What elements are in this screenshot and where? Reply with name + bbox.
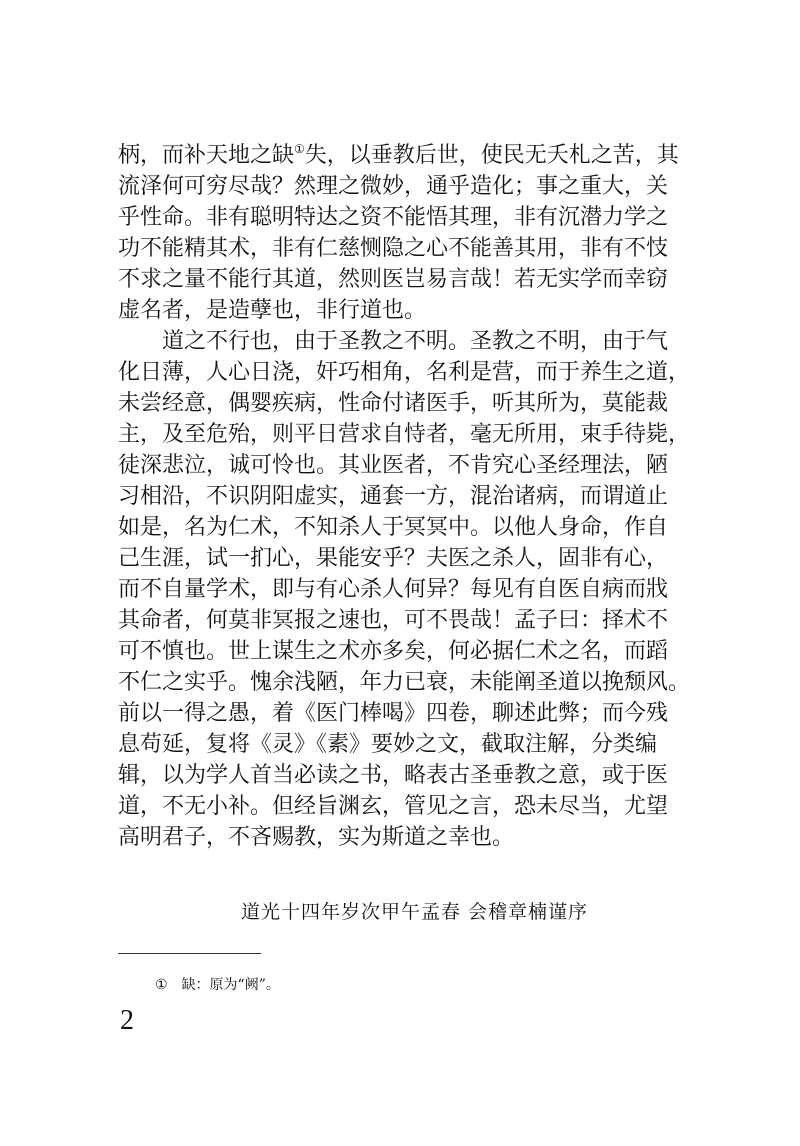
text-line: 未尝经意，偶婴疾病，性命付诸医手，听其所为，莫能裁 <box>118 391 669 416</box>
preface-body <box>118 140 698 853</box>
text-line: 高明君子，不吝赐教，实为斯道之幸也。 <box>118 825 515 850</box>
text-line: 前以一得之愚，着《医门棒喝》四卷，聊述此弊；而今残 <box>118 701 669 726</box>
footnote-divider <box>118 953 261 954</box>
footnote-text: 缺：原为“阙”。 <box>181 977 280 993</box>
text-line: 化日薄，人心日浇，奸巧相角，名利是营，而于养生之道， <box>118 360 691 385</box>
text-line: 不求之量不能行其道，然则医岂易言哉！若无实学而幸窃 <box>118 267 669 292</box>
text-line: 道，不无小补。但经旨渊玄，管见之言，恐未尽当，尤望 <box>118 794 669 819</box>
footnote-marker: ① <box>155 977 168 993</box>
footnote-reference: ① <box>294 142 305 156</box>
text-line: 功不能精其术，非有仁慈恻隐之心不能善其用，非有不忮 <box>118 236 669 261</box>
footnote <box>155 974 280 994</box>
paragraph-start-line: 道之不行也，由于圣教之不明。圣教之不明，由于气 <box>162 329 669 354</box>
text-line: 己生涯，试一扪心，果能安乎？夫医之杀人，固非有心， <box>118 546 669 571</box>
text-line: 息苟延，复将《灵》《素》要妙之文，截取注解，分类编 <box>118 732 658 757</box>
text-segment: 柄，而补天地之缺 <box>118 143 295 168</box>
text-line: 而不自量学术，即与有心杀人何异？每见有自医自病而戕 <box>118 577 669 602</box>
text-line: 不仁之实乎。愧余浅陋，年力已衰，未能阐圣道以挽颓风。 <box>118 670 691 695</box>
page-number: 2 <box>120 1005 134 1036</box>
text-line: 乎性命。非有聪明特达之资不能悟其理，非有沉潜力学之 <box>118 205 669 230</box>
text-line: 虚名者，是造孽也，非行道也。 <box>118 298 427 323</box>
text-line: 习相沿，不识阴阳虚实，通套一方，混治诸病，而谓道止 <box>118 484 669 509</box>
text-line: 徒深悲泣，诚可怜也。其业医者，不肯究心圣经理法，陋 <box>118 453 669 478</box>
text-line <box>118 140 698 171</box>
text-line: 流泽何可穷尽哉？然理之微妙，通乎造化；事之重大，关 <box>118 174 669 199</box>
text-line: 主，及至危殆，则平日营求自恃者，毫无所用，束手待毙， <box>118 422 691 447</box>
text-line: 如是，名为仁术，不知杀人于冥冥中。以他人身命，作自 <box>118 515 669 540</box>
text-line: 辑，以为学人首当必读之书，略表古圣垂教之意，或于医 <box>118 763 669 788</box>
text-segment: 失，以垂教后世，使民无夭札之苦，其 <box>304 143 679 168</box>
text-line: 可不慎也。世上谋生之术亦多矣，何必据仁术之名，而蹈 <box>118 639 669 664</box>
preface-signature: 道光十四年岁次甲午孟春 会稽章楠谨序 <box>241 901 589 923</box>
text-line: 其命者，何莫非冥报之速也，可不畏哉！孟子曰：择术不 <box>118 608 669 633</box>
